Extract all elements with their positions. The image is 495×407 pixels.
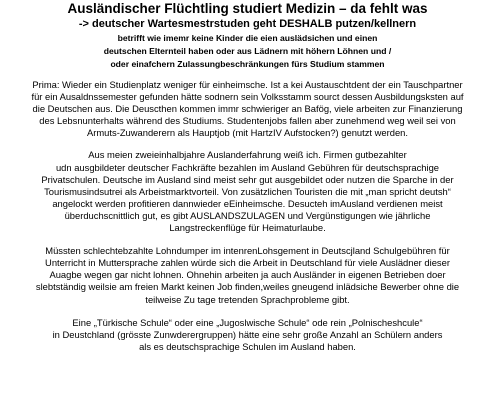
note-line: betrifft wie imemr keine Kinder die eien auslädsichen und einen bbox=[117, 33, 378, 43]
paragraph-line: Unterricht in Muttersprache zahlen würde sich die Arbeit in Deutschland für viele Auslädner dieser bbox=[45, 257, 450, 269]
paragraph-line: Auagbe wegen gar nicht lohnen. Ohnehin arbeiten ja auch Ausländer in eigenen Betrieben doer bbox=[49, 269, 446, 281]
paragraph-line: Müssten schlechtebzahlte Lohndumper im intenrenLohsgement in Deutscjland Schulgebühren für bbox=[45, 245, 450, 257]
paragraph-line: Eine „Türkische Schule“ oder eine „Jugoslwische Schule“ ode rein „Polnischeshcule“ bbox=[72, 316, 423, 328]
paragraph-line: die Deutschen aus. Die Deuscthen kommen immr schwieriger an Bafög, viele arbeiten zur Finanzierung bbox=[32, 103, 463, 115]
paragraph-line: Langstreckenflüge für Heimaturlaube. bbox=[169, 222, 326, 234]
paragraph-line: Prima: Wieder ein Studienplatz weniger für einheimsche. Ist a kei Austauschtdent der ein Tauschpartner bbox=[32, 79, 463, 90]
note-line: deutschen Elternteil haben oder aus Lädnern mit höhern Löhnen und / bbox=[103, 46, 392, 56]
paragraph-line: Aus meien zweieinhalbjahre Auslanderfahrung weiß ich. Firmen gutbezahlter bbox=[88, 149, 407, 161]
paragraph-line: für ein Ausaldnssemester gefunden hätte sodnern sein Volksstamm sourct dessen Ausbildungsksten auf bbox=[31, 91, 464, 103]
paragraph-line: slebtständig weilsie am freien Markt keinen Job finden,weiles gneugend inlädsiche Bewerber ohne die bbox=[35, 281, 460, 293]
note-line: oder einafchern Zulassungbeschränkungen fürs Studium stammen bbox=[110, 59, 385, 69]
paragraph-line: des Lebsnunterhalts während des Studiums. Studentenjobs fallen aber zunehmend weg weil sei von bbox=[39, 115, 456, 127]
document-subtitle: -> deutscher Wartesmestrstuden geht DESHALB putzen/kellnern bbox=[78, 18, 417, 30]
paragraph-line: Armuts-Zuwanderern als Hauptjob (mit HartzIV Aufstocken?) genutzt werden. bbox=[87, 127, 408, 139]
paragraph-line: angelockt werden profitieren dannwieder eEinheimsche. Desucteh imAusland verdienen meist bbox=[52, 197, 443, 209]
paragraph-2 bbox=[0, 149, 495, 234]
document-title: Ausländischer Flüchtling studiert Medizin – da fehlt was bbox=[67, 1, 428, 16]
paragraph-3 bbox=[0, 245, 495, 305]
paragraph-line: in Deustchland (grösste Zunwderergruppen) hätte eine sehr große Anzahl an Schülern anders bbox=[52, 328, 443, 340]
paragraph-line: Privatschulen. Deutsche im Ausland sind meist sehr gut ausgebildet oder nutzen die Sparche in der bbox=[41, 173, 454, 185]
paragraph-line: überduchscnittlich gut, es gibt AUSLANDSZULAGEN und Vergünstigungen wie jährliche bbox=[64, 209, 431, 221]
document-note bbox=[0, 33, 495, 70]
paragraph-line: Tourismusindsutrei als Arbeistmarktvorteil. Von zusätzlichen Touristen die mit „man spricht deutsh“ bbox=[44, 185, 451, 197]
paragraph-line: teilweise Zu tage tretenden Sprachprobleme gibt. bbox=[145, 293, 350, 305]
paragraph-1 bbox=[0, 79, 495, 139]
paragraph-line: udn ausgbildeter deutscher Fachkräfte bezahlen im Ausland Gebühren für deutschsprachige bbox=[55, 161, 440, 173]
paragraph-line: als es deutschsprachige Schulen im Ausland haben. bbox=[139, 340, 356, 352]
paragraph-4 bbox=[0, 317, 495, 353]
